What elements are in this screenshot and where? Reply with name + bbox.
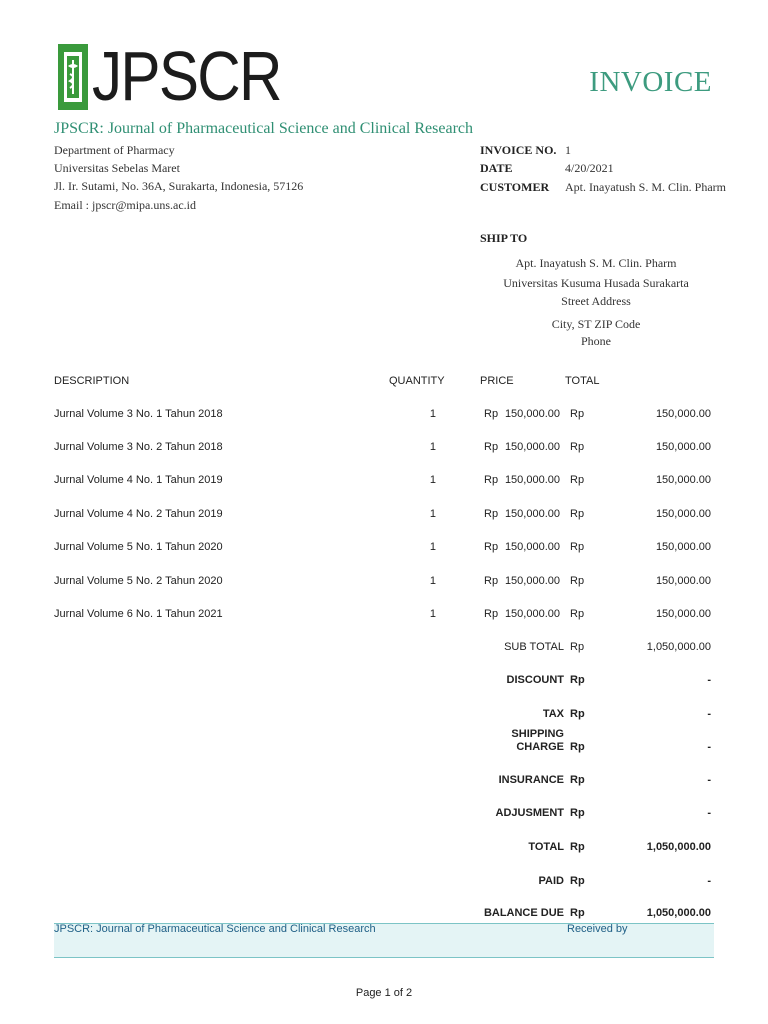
row-total-currency: Rp: [570, 441, 585, 453]
adjustment-label: ADJUSMENT: [495, 807, 564, 819]
row-total-currency: Rp: [570, 541, 585, 553]
page-number: Page 1 of 2: [355, 987, 413, 999]
row-price-currency: Rp: [484, 541, 499, 553]
column-header-quantity: QUANTITY: [389, 375, 445, 387]
balance-due-currency: Rp: [570, 907, 585, 919]
row-quantity: 1: [429, 441, 436, 453]
invoice-heading: INVOICE: [589, 66, 712, 98]
customer-value: Apt. Inayatush S. M. Clin. Pharm: [565, 180, 726, 194]
row-price: 150,000.00: [504, 441, 560, 453]
row-total: 150,000.00: [655, 508, 711, 520]
row-price: 150,000.00: [504, 608, 560, 620]
paid-label: PAID: [538, 875, 564, 887]
row-description: Jurnal Volume 5 No. 1 Tahun 2020: [54, 541, 223, 553]
ship-to-city: City, ST ZIP Code: [551, 317, 641, 331]
row-total: 150,000.00: [655, 474, 711, 486]
row-total: 150,000.00: [655, 575, 711, 587]
row-total-currency: Rp: [570, 575, 585, 587]
subtotal-label: SUB TOTAL: [504, 641, 564, 653]
balance-due-label: BALANCE DUE: [483, 907, 564, 919]
row-price-currency: Rp: [484, 441, 499, 453]
row-description: Jurnal Volume 3 No. 2 Tahun 2018: [54, 441, 223, 453]
org-email: Email : jpscr@mipa.uns.ac.id: [54, 198, 197, 212]
date-value: 4/20/2021: [565, 161, 614, 175]
column-header-description: DESCRIPTION: [54, 375, 130, 387]
ship-to-street: Street Address: [561, 294, 631, 308]
row-quantity: 1: [429, 474, 436, 486]
row-total: 150,000.00: [655, 541, 711, 553]
shipping-label-line1: SHIPPING: [511, 728, 564, 740]
row-quantity: 1: [429, 608, 436, 620]
row-total-currency: Rp: [570, 474, 585, 486]
total-currency: Rp: [570, 841, 585, 853]
row-total: 150,000.00: [655, 608, 711, 620]
discount-value: -: [707, 674, 711, 686]
ship-to-phone: Phone: [581, 334, 611, 348]
row-quantity: 1: [429, 408, 436, 420]
row-description: Jurnal Volume 6 No. 1 Tahun 2021: [54, 608, 223, 620]
row-price-currency: Rp: [484, 608, 499, 620]
column-header-price: PRICE: [480, 375, 514, 387]
row-total-currency: Rp: [570, 408, 585, 420]
paid-value: -: [707, 875, 711, 887]
adjustment-value: -: [707, 807, 711, 819]
row-price: 150,000.00: [504, 508, 560, 520]
row-description: Jurnal Volume 3 No. 1 Tahun 2018: [54, 408, 223, 420]
paid-currency: Rp: [570, 875, 585, 887]
row-total-currency: Rp: [570, 508, 585, 520]
row-price: 150,000.00: [504, 474, 560, 486]
row-description: Jurnal Volume 5 No. 2 Tahun 2020: [54, 575, 223, 587]
column-header-total: TOTAL: [565, 375, 600, 387]
row-price-currency: Rp: [484, 408, 499, 420]
subtotal-value: 1,050,000.00: [646, 641, 711, 653]
org-university: Universitas Sebelas Maret: [54, 161, 180, 175]
total-label: TOTAL: [528, 841, 564, 853]
shipping-label-line2: CHARGE: [516, 741, 564, 753]
tax-value: -: [707, 708, 711, 720]
invoice-no-label: INVOICE NO.: [480, 143, 557, 157]
journal-title: JPSCR: Journal of Pharmaceutical Science and Clinical Research: [54, 120, 473, 137]
tax-currency: Rp: [570, 708, 585, 720]
row-price-currency: Rp: [484, 575, 499, 587]
discount-currency: Rp: [570, 674, 585, 686]
org-address: Jl. Ir. Sutami, No. 36A, Surakarta, Indonesia, 57126: [54, 179, 304, 193]
discount-label: DISCOUNT: [506, 674, 564, 686]
ship-to-institution: Universitas Kusuma Husada Surakarta: [503, 276, 689, 290]
row-total-currency: Rp: [570, 608, 585, 620]
insurance-value: -: [707, 774, 711, 786]
row-quantity: 1: [429, 575, 436, 587]
shipping-currency: Rp: [570, 741, 585, 753]
row-price: 150,000.00: [504, 408, 560, 420]
tax-label: TAX: [542, 708, 564, 720]
total-value: 1,050,000.00: [646, 841, 711, 853]
balance-due-value: 1,050,000.00: [646, 907, 711, 919]
row-description: Jurnal Volume 4 No. 2 Tahun 2019: [54, 508, 223, 520]
row-total: 150,000.00: [655, 441, 711, 453]
row-price: 150,000.00: [504, 541, 560, 553]
row-total: 150,000.00: [655, 408, 711, 420]
ship-to-label: SHIP TO: [480, 231, 528, 245]
row-quantity: 1: [429, 508, 436, 520]
ship-to-name: Apt. Inayatush S. M. Clin. Pharm: [515, 256, 677, 270]
invoice-no-value: 1: [565, 143, 571, 157]
row-description: Jurnal Volume 4 No. 1 Tahun 2019: [54, 474, 223, 486]
shipping-value: -: [707, 741, 711, 753]
row-price: 150,000.00: [504, 575, 560, 587]
logo-wordmark: JPSCR: [92, 37, 281, 115]
customer-label: CUSTOMER: [480, 180, 550, 194]
footer-journal-name: JPSCR: Journal of Pharmaceutical Science and Clinical Research: [54, 923, 376, 935]
date-label: DATE: [480, 161, 513, 175]
insurance-label: INSURANCE: [498, 774, 564, 786]
row-price-currency: Rp: [484, 474, 499, 486]
adjustment-currency: Rp: [570, 807, 585, 819]
org-department: Department of Pharmacy: [54, 143, 175, 157]
row-quantity: 1: [429, 541, 436, 553]
insurance-currency: Rp: [570, 774, 585, 786]
subtotal-currency: Rp: [570, 641, 585, 653]
received-by-label: Received by: [567, 923, 628, 935]
row-price-currency: Rp: [484, 508, 499, 520]
